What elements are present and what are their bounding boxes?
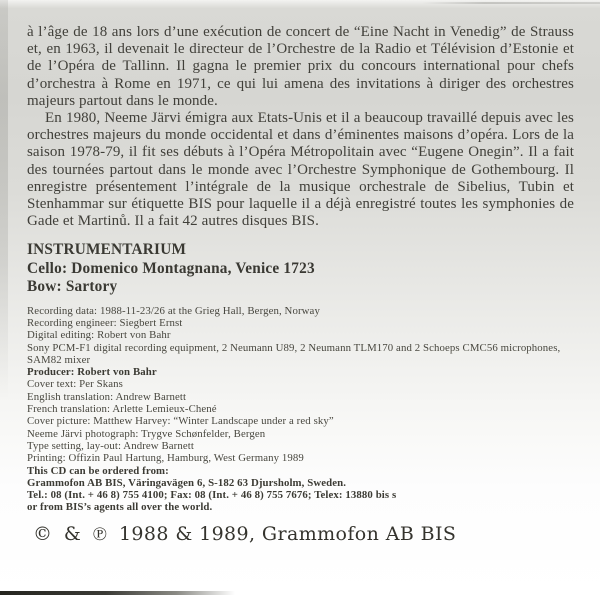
instrumentarium-section [27,241,574,296]
credits-section [27,305,574,514]
credit-order-heading: This CD can be ordered from: [27,464,169,477]
credit-order-phone: Tel.: 08 (Int. + 46 8) 755 4100; Fax: 08 (Int. + 46 8) 755 7676; Telex: 13880 bis s [27,489,397,502]
credit-order-agents: or from BIS’s agents all over the world. [27,501,213,514]
credit-cover-text: Cover text: Per Skans [27,378,123,391]
credit-digital-editing: Digital editing: Robert von Bahr [27,329,171,342]
biography-text [27,24,574,230]
copyright-icon: © [33,522,53,545]
credit-producer: Producer: Robert von Bahr [27,366,157,379]
phonogram-icon: ℗ [92,522,108,545]
instrumentarium-title: INSTRUMENTARIUM [27,241,187,259]
bio-paragraph-1: à l’âge de 18 ans lors d’une exécution de concert de “Eine Nacht in Venedig” de Strauss et, en 1963, il devenait le directeur de l’Orchestre de la Radio et Télévision d’Estonie et de l’Opéra de Tallinn. Il gagna le premier prix du concours international pour chefs d’orchestra à Rome en 1971, ce qui lui amena des invitations à diriger des orchestres majeurs partout dans le monde. [27,24,574,109]
credit-photograph: Neeme Järvi photograph: Trygve Schønfelder, Bergen [27,427,266,440]
instrumentarium-cello: Cello: Domenico Montagnana, Venice 1723 [27,259,315,277]
footer-ampersand: & [63,522,82,545]
credit-equipment: Sony PCM-F1 digital recording equipment, 2 Neumann U89, 2 Neumann TLM170 and 2 Schoeps CMC56 microphones, SAM82 mixer [27,341,561,366]
credit-french-translation: French translation: Arlette Lemieux-Chené [27,403,217,416]
credit-english-translation: English translation: Andrew Barnett [27,390,187,403]
credit-order-address: Grammofon AB BIS, Väringavägen 6, S-182 63 Djursholm, Sweden. [27,476,347,489]
credit-recording-data: Recording data: 1988-11-23/26 at the Grieg Hall, Bergen, Norway [27,304,320,317]
credit-recording-engineer: Recording engineer: Siegbert Ernst [27,316,183,329]
copyright-line [27,523,574,545]
instrumentarium-bow: Bow: Sartory [27,278,118,296]
copyright-text: 1988 & 1989, Grammofon AB BIS [118,522,457,545]
bio-paragraph-2: En 1980, Neeme Järvi émigra aux Etats-Unis et il a beaucoup travaillé depuis avec les orchestres majeurs du monde occidental et dans d’éminentes maisons d’opéra. Lors de la saison 1978-79, il fit ses débuts à l’Opéra Métropolitain avec “Eugene Onegin”. Il a fait des tournées partout dans le monde avec l’Orchestre Symphonique de Gothembourg. Il enregistre présentement l’intégrale de la musique orchestrale de Sibelius, Tubin et Stenhammar sur étiquette BIS pour laquelle il a déjà enregistré toutes les symphonies de Gade et Martinů. Il a fait 42 autres disques BIS. [27,110,574,230]
credit-typesetting: Type setting, lay-out: Andrew Barnett [27,439,194,452]
credit-printing: Printing: Offizin Paul Hartung, Hamburg, West Germany 1989 [27,452,304,465]
scan-bottom-edge [0,591,235,595]
credit-cover-picture: Cover picture: Matthew Harvey: “Winter Landscape under a red sky” [27,415,334,428]
